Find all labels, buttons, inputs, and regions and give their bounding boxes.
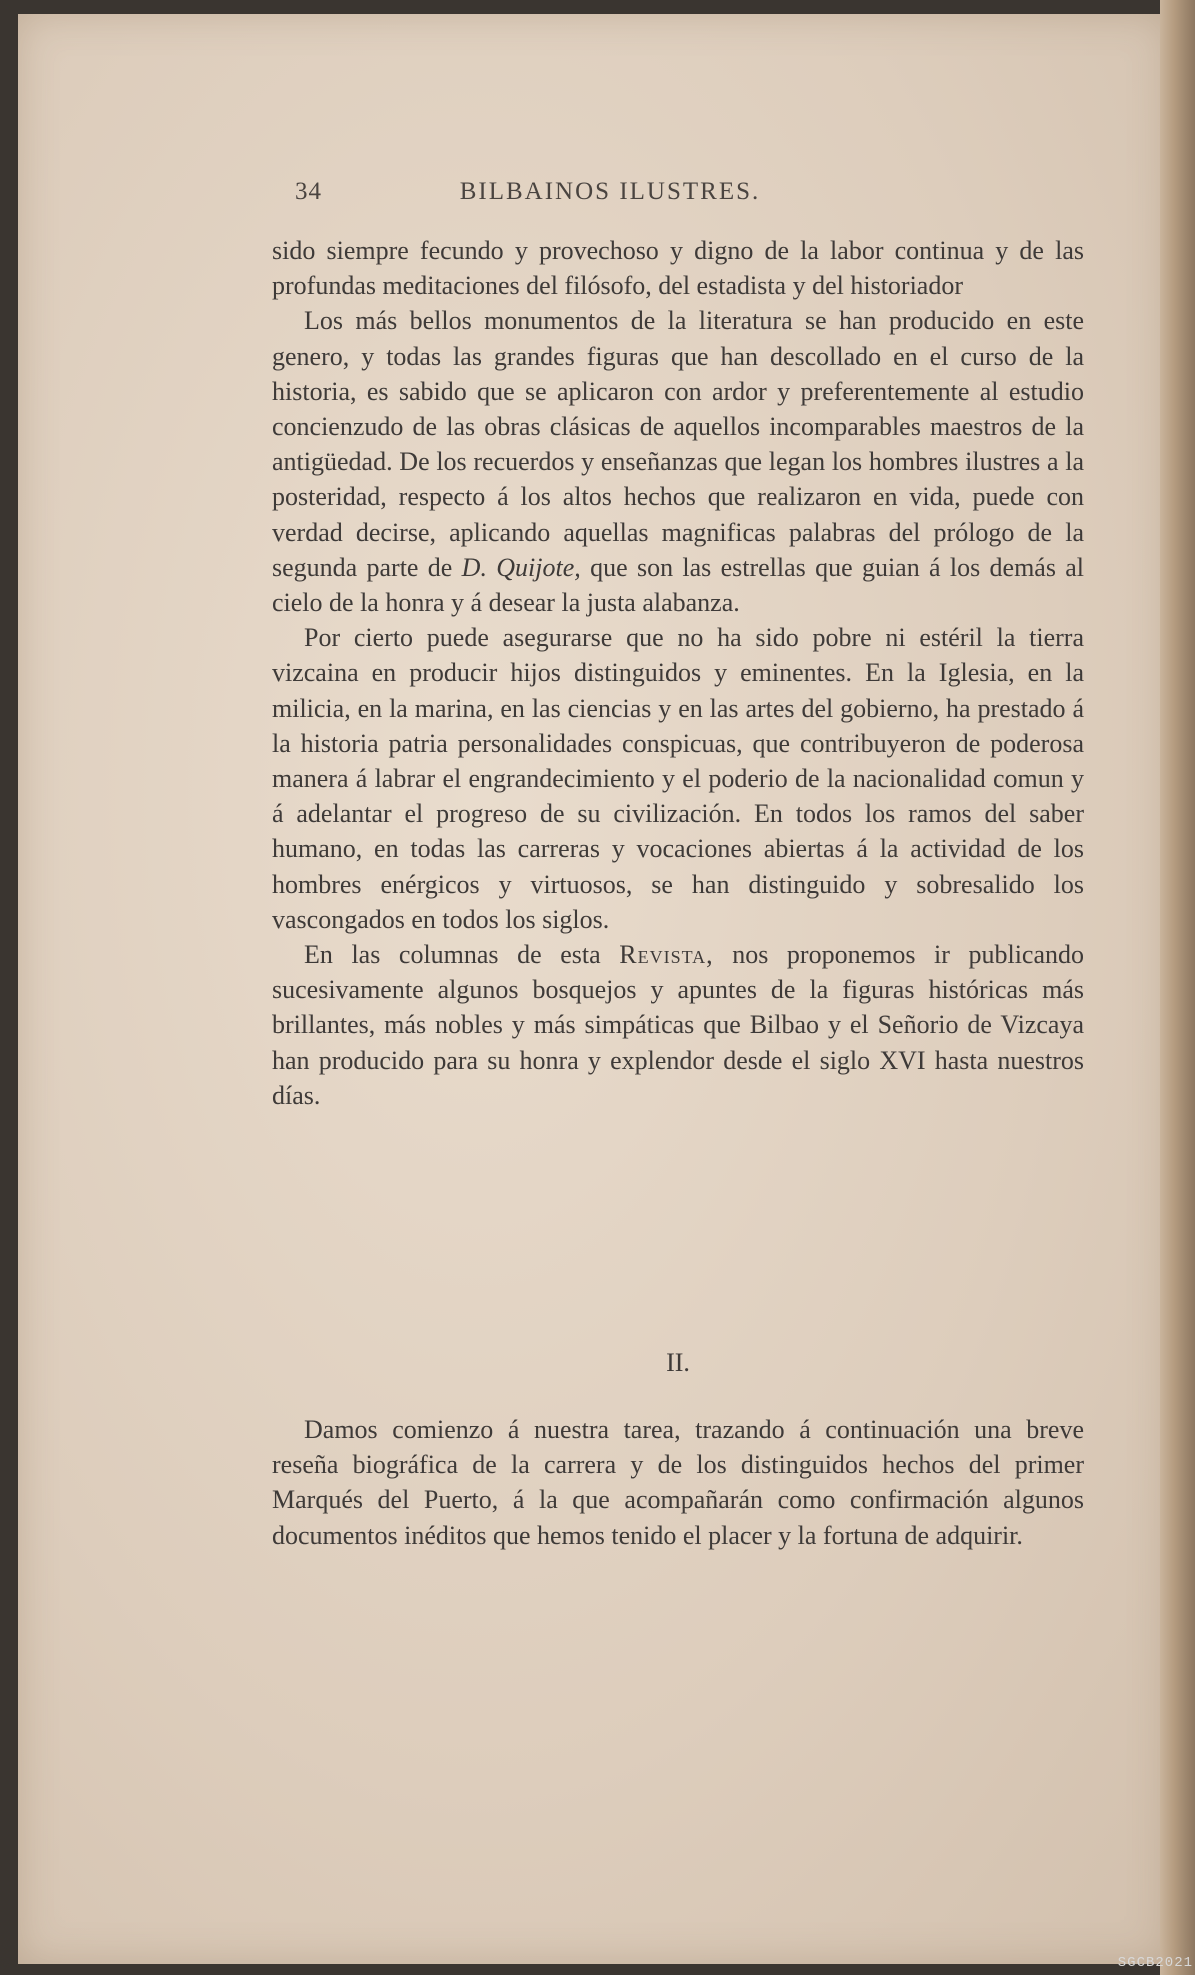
paragraph: Damos comienzo á nuestra tarea, trazando á continuación una breve reseña biográfica de la carrera y de los distinguidos hechos del primer Marqués del Puerto, á la que acompañarán como confirmación algunos documentos inéditos que hemos tenido el placer y la fortuna de adquirir.: [272, 1415, 1084, 1550]
paragraph: Los más bellos monumentos de la literatura se han producido en este genero, y todas las grandes figuras que han descollado en el curso de la historia, es sabido que se aplicaron con ardor y preferentemente al estudio concienzudo de las obras clásicas de aquellos incomparables maestros de la antigüedad. De los recuerdos y enseñanzas que legan los hombres ilustres a la posteridad, respecto á los altos hechos que realizaron en vida, puede con verdad decirse, aplicando aquellas magnificas palabras del prólogo de la segunda parte de D. Quijote, que son las estrellas que guian á los demás al cielo de la honra y á desear la justa alabanza.: [272, 306, 1085, 618]
body-text-block-2: [272, 1412, 1084, 1553]
page-number: 34: [295, 178, 322, 205]
small-caps-word: Revista,: [619, 940, 714, 970]
section-heading: II.: [666, 1348, 690, 1377]
watermark-text: SGCB2021: [1117, 1955, 1193, 1971]
book-spine: [1160, 0, 1195, 1975]
running-title: BILBAINOS ILUSTRES.: [459, 178, 761, 205]
paragraph: sido siempre fecundo y provechoso y digno de la labor continua y de las profundas meditaciones del filósofo, del estadista y del historiador: [272, 236, 1084, 301]
running-header: [295, 178, 840, 206]
paragraph: Por cierto puede asegurarse que no ha sido pobre ni estéril la tierra vizcaina en producir hijos distinguidos y eminentes. En la Iglesia, en la milicia, en la marina, en las ciencias y en las artes del gobierno, ha prestado á la historia patria personalidades conspicuas, que contribuyeron de poderosa manera á labrar el engrandecimiento y el poderio de la nacionalidad comun y á adelantar el progreso de su civilización. En todos los ramos del saber humano, en todas las carreras y vocaciones abiertas á la actividad de los hombres enérgicos y virtuosos, se han distinguido y sobresalido los vascongados en todos los siglos.: [272, 623, 1084, 934]
italic-title: D. Quijote,: [461, 552, 581, 582]
body-text-block-1: [272, 233, 1084, 1113]
paragraph: En las columnas de esta Revista, nos proponemos ir publicando sucesivamente algunos bosquejos y apuntes de la figuras históricas más brillantes, más nobles y más simpáticas que Bilbao y el Señorio de Vizcaya han producido para su honra y explendor desde el siglo XVI hasta nuestros días.: [272, 940, 1084, 1110]
